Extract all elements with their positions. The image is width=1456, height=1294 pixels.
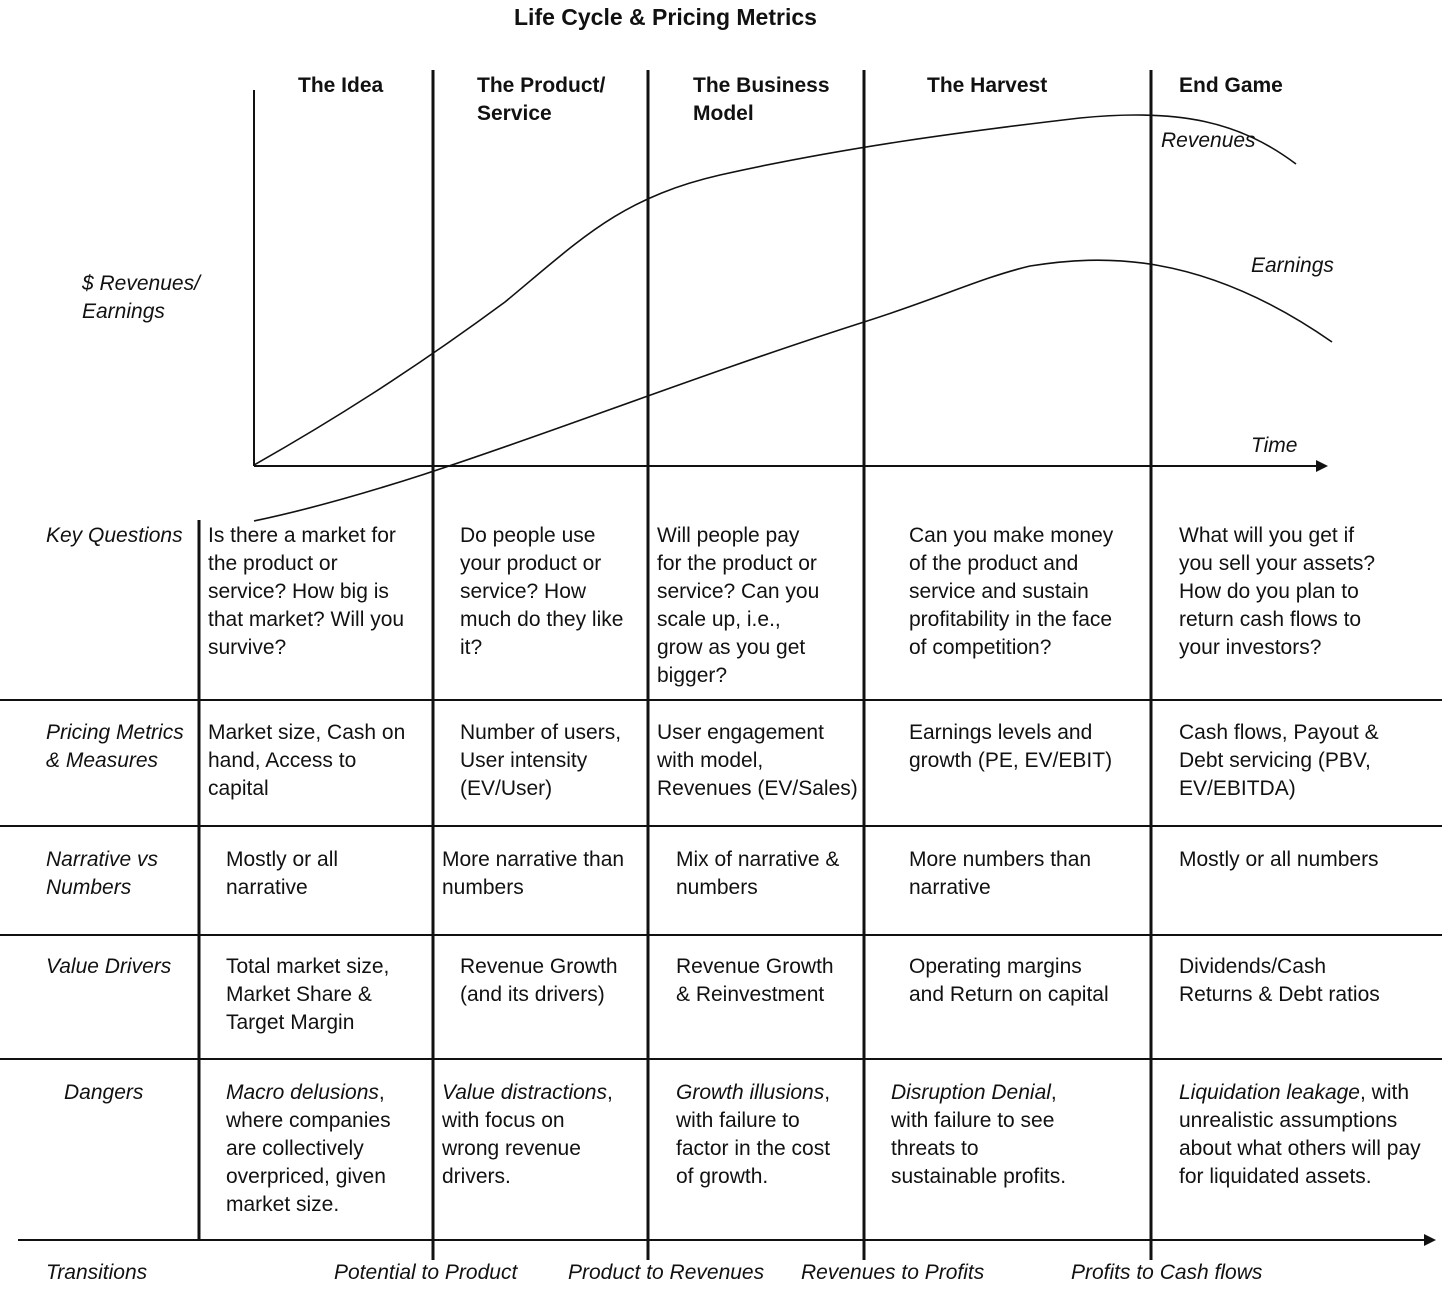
dangers-product xyxy=(442,1079,613,1191)
row-label-dangers: Dangers xyxy=(64,1081,144,1104)
x-axis-label: Time xyxy=(1251,434,1298,457)
narrative-business-model: Mix of narrative & numbers xyxy=(676,848,840,899)
transitions-label: Transitions xyxy=(46,1261,148,1284)
pricing-metrics-business-model: User engagement with model, Revenues (EV/Sales) xyxy=(657,721,858,800)
narrative-product: More narrative than numbers xyxy=(442,848,625,899)
transition-profits-to-cash-flows: Profits to Cash flows xyxy=(1071,1261,1263,1284)
stage-header-product: The Product/ Service xyxy=(477,74,606,125)
danger-text: , with unrealistic assumptions about what others will pay for liquidated assets. xyxy=(1179,1081,1421,1188)
diagram-title: Life Cycle & Pricing Metrics xyxy=(514,4,817,30)
danger-lead: Disruption Denial xyxy=(891,1081,1051,1104)
value-drivers-business-model: Revenue Growth & Reinvestment xyxy=(676,955,834,1006)
dangers-end-game xyxy=(1179,1079,1421,1191)
danger-text: , with failure to see threats to sustainable profits. xyxy=(891,1081,1067,1188)
key-questions-idea: Is there a market for the product or service? How big is that market? Will you survive? xyxy=(208,524,405,659)
revenues-curve xyxy=(254,115,1296,465)
row-label-narrative-vs-numbers: Narrative vs Numbers xyxy=(46,848,159,899)
danger-text: , with failure to factor in the cost of growth. xyxy=(676,1081,831,1188)
row-label-pricing-metrics: Pricing Metrics & Measures xyxy=(46,721,184,772)
danger-lead: Growth illusions xyxy=(676,1081,825,1104)
stage-header-end-game: End Game xyxy=(1179,74,1283,97)
value-drivers-product: Revenue Growth (and its drivers) xyxy=(460,955,618,1006)
danger-lead: Value distractions xyxy=(442,1081,607,1104)
transition-product-to-revenues: Product to Revenues xyxy=(568,1261,765,1284)
narrative-idea: Mostly or all narrative xyxy=(226,848,339,899)
y-axis-label: $ Revenues/ Earnings xyxy=(82,272,200,323)
stage-header-business-model: The Business Model xyxy=(693,74,830,125)
danger-text: , where companies are collectively overpriced, given market size. xyxy=(226,1081,391,1216)
pricing-metrics-idea: Market size, Cash on hand, Access to capital xyxy=(208,721,406,800)
narrative-harvest: More numbers than narrative xyxy=(909,848,1092,899)
narrative-end-game: Mostly or all numbers xyxy=(1179,848,1379,871)
row-label-key-questions: Key Questions xyxy=(46,524,183,547)
pricing-metrics-end-game: Cash flows, Payout & Debt servicing (PBV, EV/EBITDA) xyxy=(1179,721,1379,800)
key-questions-product: Do people use your product or service? How much do they like it? xyxy=(460,524,624,659)
earnings-series-label: Earnings xyxy=(1251,254,1334,277)
transition-potential-to-product: Potential to Product xyxy=(334,1261,518,1284)
pricing-metrics-product: Number of users, User intensity (EV/User) xyxy=(460,721,622,800)
key-questions-business-model: Will people pay for the product or service? Can you scale up, i.e., grow as you get bigger? xyxy=(657,524,820,687)
danger-lead: Liquidation leakage xyxy=(1179,1081,1360,1104)
revenues-series-label: Revenues xyxy=(1161,129,1256,152)
dangers-business-model xyxy=(676,1079,830,1191)
row-label-value-drivers: Value Drivers xyxy=(46,955,172,978)
value-drivers-idea: Total market size, Market Share & Target Margin xyxy=(226,955,390,1034)
key-questions-harvest: Can you make money of the product and service and sustain profitability in the face of competition? xyxy=(909,524,1114,659)
danger-lead: Macro delusions xyxy=(226,1081,379,1104)
danger-text: , with focus on wrong revenue drivers. xyxy=(442,1081,613,1188)
dangers-idea xyxy=(226,1079,391,1219)
stage-header-idea: The Idea xyxy=(298,74,384,97)
value-drivers-harvest: Operating margins and Return on capital xyxy=(909,955,1109,1006)
pricing-metrics-harvest: Earnings levels and growth (PE, EV/EBIT) xyxy=(909,721,1113,772)
value-drivers-end-game: Dividends/Cash Returns & Debt ratios xyxy=(1179,955,1380,1006)
stage-header-harvest: The Harvest xyxy=(927,74,1048,97)
transition-revenues-to-profits: Revenues to Profits xyxy=(801,1261,985,1284)
dangers-harvest xyxy=(891,1079,1066,1191)
earnings-curve xyxy=(254,260,1332,521)
key-questions-end-game: What will you get if you sell your assets? How do you plan to return cash flows to your investors? xyxy=(1179,524,1376,659)
